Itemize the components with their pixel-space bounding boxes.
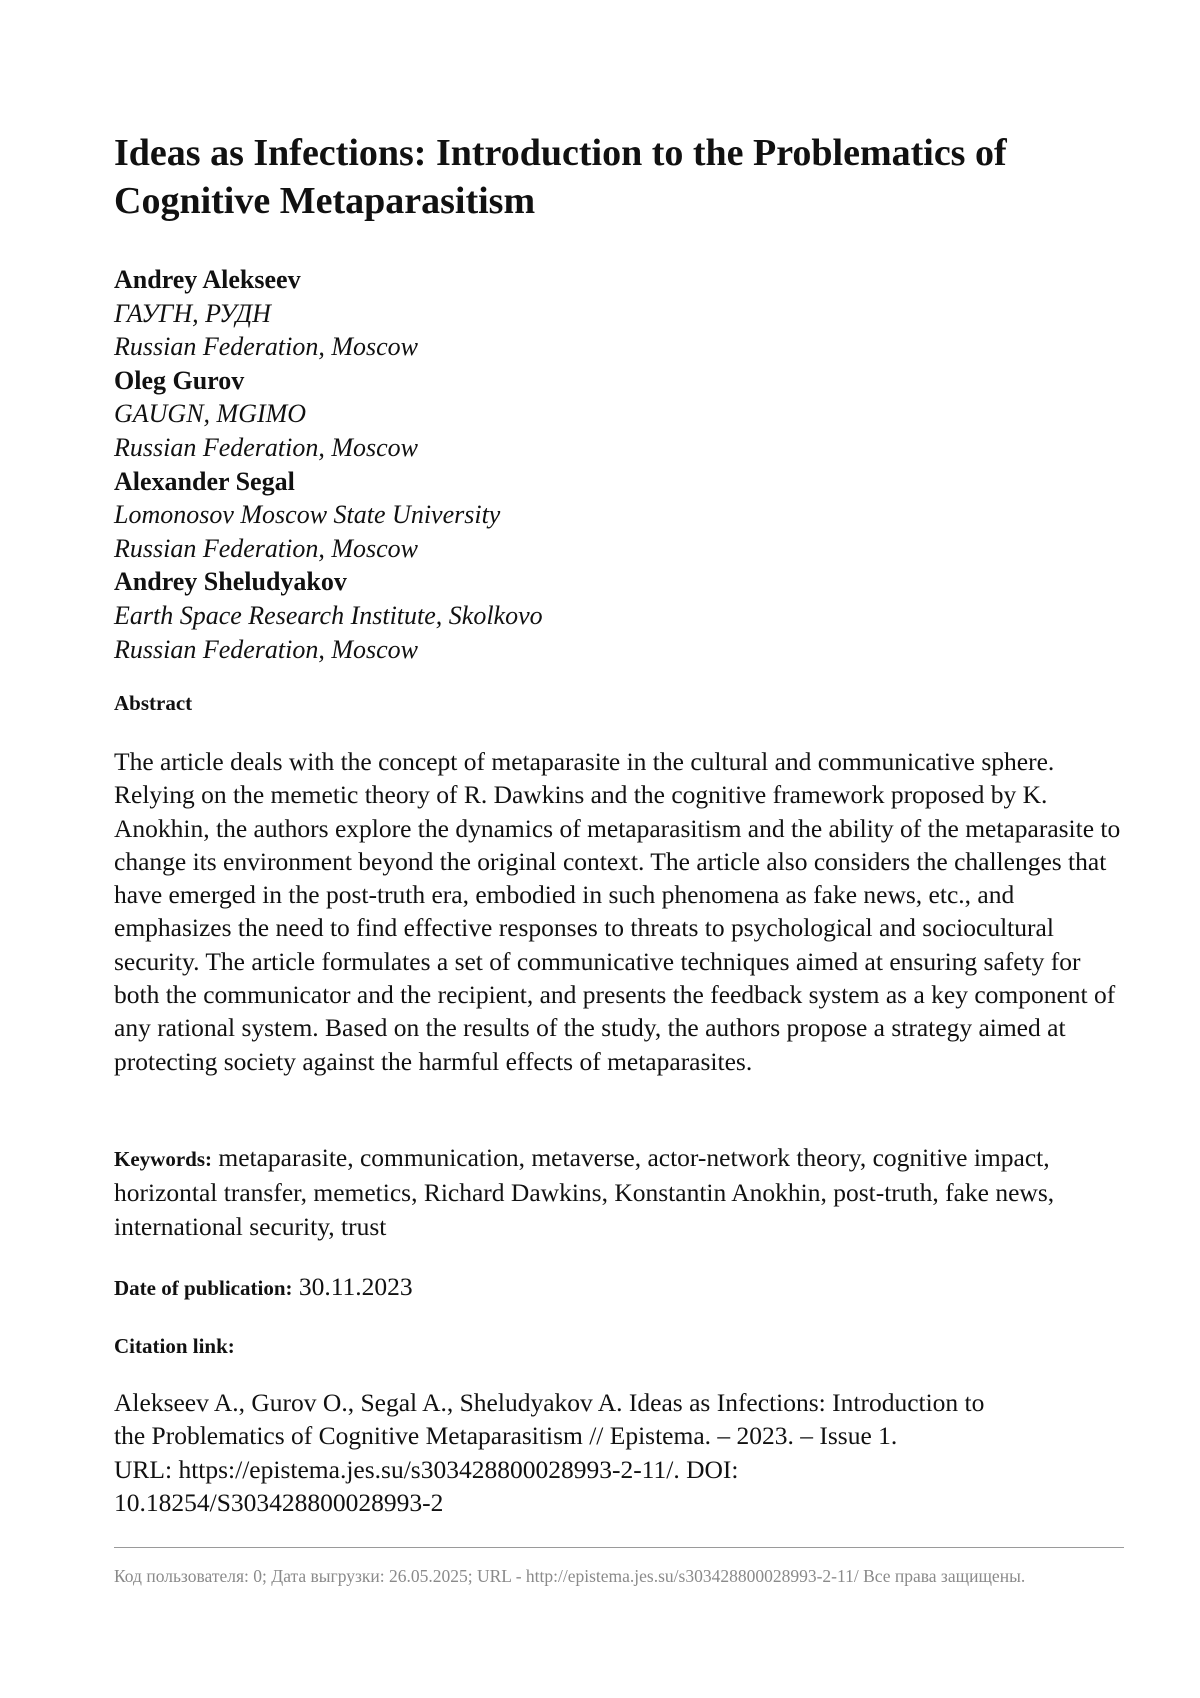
article-title: Ideas as Infections: Introduction to the Problematics of Cognitive Metaparasitism <box>114 129 1114 225</box>
author-affiliation: ГАУГН, РУДН <box>114 297 914 331</box>
page-footer: Код пользователя: 0; Дата выгрузки: 26.05.2025; URL - http://epistema.jes.su/s303428800028993-2-11/ Все права защищены. <box>114 1564 1124 1589</box>
author-name: Andrey Alekseev <box>114 263 914 297</box>
citation-url-line[interactable]: URL: https://epistema.jes.su/s303428800028993-2-11/. DOI: <box>114 1453 1124 1486</box>
citation-doi-line: 10.18254/S303428800028993-2 <box>114 1486 1124 1519</box>
author-name: Andrey Sheludyakov <box>114 565 914 599</box>
author-affiliation: Lomonosov Moscow State University <box>114 498 914 532</box>
author-location: Russian Federation, Moscow <box>114 633 914 667</box>
abstract-heading: Abstract <box>114 690 192 716</box>
citation-text <box>114 1386 1124 1519</box>
author-location: Russian Federation, Moscow <box>114 330 914 364</box>
author-affiliation: Earth Space Research Institute, Skolkovo <box>114 599 914 633</box>
author-location: Russian Federation, Moscow <box>114 532 914 566</box>
author-affiliation: GAUGN, MGIMO <box>114 397 914 431</box>
footer-divider <box>114 1547 1124 1548</box>
keywords-section <box>114 1141 1124 1243</box>
abstract-text: The article deals with the concept of metaparasite in the cultural and communicative sphere. Relying on the memetic theory of R. Dawkins and the cognitive framework proposed by K. Anokhin, the authors explore the dynamics of metaparasitism and the ability of the metaparasite to change its environment beyond the original context. The article also considers the challenges that have emerged in the post-truth era, embodied in such phenomena as fake news, etc., and emphasizes the need to find effective responses to threats to psychological and sociocultural security. The article formulates a set of communicative techniques aimed at ensuring safety for both the communicator and the recipient, and presents the feedback system as a key component of any rational system. Based on the results of the study, the authors propose a strategy aimed at protecting society against the harmful effects of metaparasites. <box>114 745 1124 1078</box>
author-location: Russian Federation, Moscow <box>114 431 914 465</box>
citation-line: Alekseev A., Gurov O., Segal A., Sheludyakov A. Ideas as Infections: Introduction to <box>114 1386 1124 1419</box>
citation-heading: Citation link: <box>114 1333 235 1359</box>
keywords-text: metaparasite, communication, metaverse, actor-network theory, cognitive impact, horizontal transfer, memetics, Richard Dawkins, Konstantin Anokhin, post-truth, fake news, international security, trust <box>114 1143 1054 1241</box>
publication-date-value: 30.11.2023 <box>299 1272 413 1301</box>
author-name: Oleg Gurov <box>114 364 914 398</box>
keywords-label: Keywords: <box>114 1147 212 1171</box>
citation-line: the Problematics of Cognitive Metaparasitism // Epistema. – 2023. – Issue 1. <box>114 1419 1124 1452</box>
author-name: Alexander Segal <box>114 465 914 499</box>
publication-date-label: Date of publication: <box>114 1276 293 1300</box>
publication-date-section <box>114 1270 413 1305</box>
author-list <box>114 263 914 666</box>
